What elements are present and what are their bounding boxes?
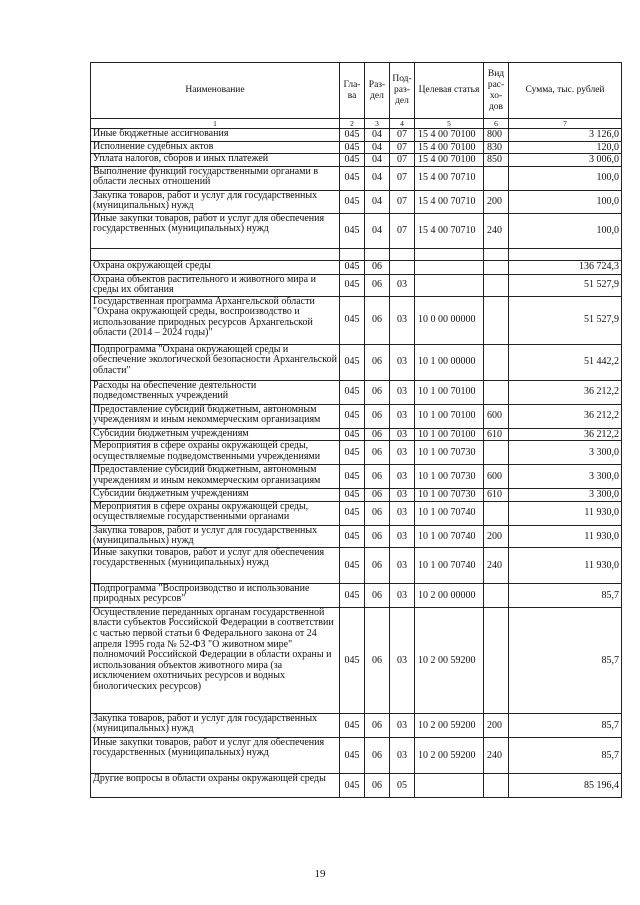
row-section: 06 [365,547,390,583]
row-subsection: 03 [390,428,415,441]
row-target-code: 10 1 00 70730 [415,489,484,502]
row-name: Расходы на обеспечение деятельности подведомственных учреждений [91,380,340,404]
row-sum: 11 930,0 [509,501,622,525]
row-chapter: 045 [340,547,365,583]
row-target-code: 15 4 00 70100 [415,129,484,142]
row-expense-kind: 830 [484,141,509,154]
row-target-code: 10 1 00 70100 [415,428,484,441]
row-chapter: 045 [340,274,365,296]
row-section: 06 [365,465,390,489]
row-chapter [340,248,365,260]
row-section: 06 [365,583,390,607]
row-sum: 3 300,0 [509,489,622,502]
row-subsection: 07 [390,154,415,167]
row-name: Предоставление субсидий бюджетным, автономным учреждениям и иным некоммерческим организациям [91,465,340,489]
row-sum: 11 930,0 [509,547,622,583]
row-name: Закупка товаров, работ и услуг для государственных (муниципальных) нужд [91,525,340,547]
row-expense-kind: 600 [484,465,509,489]
row-chapter: 045 [340,190,365,213]
row-section: 06 [365,713,390,737]
row-expense-kind: 850 [484,154,509,167]
table-row [91,154,622,167]
row-target-code [415,260,484,274]
table-row [91,773,622,797]
row-name: Уплата налогов, сборов и иных платежей [91,154,340,167]
row-expense-kind: 240 [484,213,509,248]
row-subsection: 07 [390,190,415,213]
row-target-code: 10 1 00 70100 [415,404,484,428]
row-name: Иные закупки товаров, работ и услуг для обеспечения государственных (муниципальных) нужд [91,213,340,248]
header-target: Целевая статья [415,63,484,119]
row-subsection: 05 [390,773,415,797]
row-chapter: 045 [340,465,365,489]
row-section: 06 [365,404,390,428]
row-subsection: 03 [390,465,415,489]
row-name: Государственная программа Архангельской области "Охрана окружающей среды, воспроизводство и использование природных ресурсов Архангельской области (2014 – 2024 годы)" [91,296,340,344]
row-sum: 36 212,2 [509,380,622,404]
row-section: 04 [365,213,390,248]
row-target-code: 10 1 00 70740 [415,501,484,525]
row-section: 04 [365,166,390,190]
row-chapter: 045 [340,260,365,274]
row-target-code [415,248,484,260]
row-subsection: 07 [390,166,415,190]
row-chapter: 045 [340,380,365,404]
row-subsection: 03 [390,441,415,465]
row-section: 06 [365,380,390,404]
row-chapter: 045 [340,489,365,502]
table-row [91,190,622,213]
row-section: 04 [365,154,390,167]
row-name: Охрана объектов растительного и животного мира и среды их обитания [91,274,340,296]
row-name: Охрана окружающей среды [91,260,340,274]
row-expense-kind: 200 [484,190,509,213]
table-row [91,344,622,380]
row-expense-kind [484,248,509,260]
row-section: 04 [365,190,390,213]
row-section: 06 [365,296,390,344]
row-sum: 85,7 [509,583,622,607]
row-name: Иные бюджетные ассигнования [91,129,340,142]
table-row [91,441,622,465]
row-chapter: 045 [340,428,365,441]
row-chapter: 045 [340,129,365,142]
row-subsection: 03 [390,344,415,380]
row-section: 04 [365,141,390,154]
row-expense-kind [484,166,509,190]
table-row [91,213,622,248]
header-section: Раз-дел [365,63,390,119]
header-sum: Сумма, тыс. рублей [509,63,622,119]
row-target-code: 10 1 00 70730 [415,465,484,489]
table-row [91,296,622,344]
row-target-code: 10 2 00 59200 [415,713,484,737]
row-subsection: 03 [390,547,415,583]
row-section: 06 [365,525,390,547]
row-sum: 85,7 [509,607,622,713]
row-sum: 36 212,2 [509,428,622,441]
header-row [91,63,622,119]
row-name: Предоставление субсидий бюджетным, автономным учреждениям и иным некоммерческим организациям [91,404,340,428]
row-chapter: 045 [340,583,365,607]
row-sum: 100,0 [509,190,622,213]
row-sum: 36 212,2 [509,404,622,428]
row-sum: 100,0 [509,166,622,190]
row-subsection: 07 [390,129,415,142]
row-sum: 136 724,3 [509,260,622,274]
row-target-code: 10 2 00 59200 [415,737,484,773]
column-number: 5 [415,119,484,129]
row-section: 06 [365,489,390,502]
row-subsection: 03 [390,501,415,525]
row-expense-kind: 610 [484,428,509,441]
row-subsection: 03 [390,525,415,547]
row-subsection: 07 [390,141,415,154]
row-target-code: 15 4 00 70710 [415,190,484,213]
row-sum: 51 527,9 [509,296,622,344]
column-number-row [91,119,622,129]
row-subsection: 07 [390,213,415,248]
row-sum: 85 196,4 [509,773,622,797]
header-subsection: Под-раз-дел [390,63,415,119]
row-expense-kind [484,260,509,274]
row-chapter: 045 [340,737,365,773]
table-row [91,489,622,502]
row-target-code: 15 4 00 70100 [415,154,484,167]
row-expense-kind: 240 [484,737,509,773]
row-sum: 85,7 [509,737,622,773]
row-section: 06 [365,737,390,773]
table-row [91,141,622,154]
row-expense-kind [484,344,509,380]
row-expense-kind [484,274,509,296]
header-chapter: Гла-ва [340,63,365,119]
page-number: 19 [314,868,326,880]
table-row [91,166,622,190]
row-subsection: 03 [390,737,415,773]
row-expense-kind [484,380,509,404]
row-chapter: 045 [340,773,365,797]
row-chapter: 045 [340,607,365,713]
row-name: Субсидии бюджетным учреждениям [91,489,340,502]
row-section [365,248,390,260]
row-target-code [415,274,484,296]
row-sum: 3 300,0 [509,465,622,489]
row-sum: 3 006,0 [509,154,622,167]
row-chapter: 045 [340,501,365,525]
row-name: Иные закупки товаров, работ и услуг для обеспечения государственных (муниципальных) нужд [91,547,340,583]
row-expense-kind [484,583,509,607]
row-target-code: 10 1 00 70730 [415,441,484,465]
row-chapter: 045 [340,525,365,547]
row-name: Закупка товаров, работ и услуг для государственных (муниципальных) нужд [91,190,340,213]
row-name: Подпрограмма "Воспроизводство и использование природных ресурсов" [91,583,340,607]
row-target-code: 10 0 00 00000 [415,296,484,344]
row-sum: 51 442,2 [509,344,622,380]
row-subsection [390,248,415,260]
budget-table [90,62,622,798]
row-sum: 3 126,0 [509,129,622,142]
table-row [91,501,622,525]
row-subsection: 03 [390,274,415,296]
row-expense-kind: 240 [484,547,509,583]
budget-table-container [90,62,621,798]
row-name: Другие вопросы в области охраны окружающей среды [91,773,340,797]
row-name: Закупка товаров, работ и услуг для государственных (муниципальных) нужд [91,713,340,737]
row-section: 06 [365,344,390,380]
table-row [91,713,622,737]
row-expense-kind: 610 [484,489,509,502]
table-row [91,274,622,296]
row-section: 06 [365,428,390,441]
row-name: Исполнение судебных актов [91,141,340,154]
row-target-code: 10 2 00 59200 [415,607,484,713]
row-target-code: 10 1 00 70740 [415,525,484,547]
column-number: 4 [390,119,415,129]
row-subsection [390,260,415,274]
row-target-code [415,773,484,797]
row-subsection: 03 [390,380,415,404]
header-name: Наименование [91,63,340,119]
row-expense-kind [484,441,509,465]
row-sum [509,248,622,260]
table-row [91,129,622,142]
row-name: Субсидии бюджетным учреждениям [91,428,340,441]
column-number: 1 [91,119,340,129]
table-row [91,260,622,274]
row-chapter: 045 [340,713,365,737]
row-subsection: 03 [390,404,415,428]
row-sum: 100,0 [509,213,622,248]
row-sum: 51 527,9 [509,274,622,296]
row-target-code: 10 2 00 00000 [415,583,484,607]
row-target-code: 15 4 00 70710 [415,166,484,190]
table-row [91,607,622,713]
row-name: Выполнение функций государственными органами в области лесных отношений [91,166,340,190]
table-row [91,525,622,547]
row-subsection: 03 [390,713,415,737]
row-target-code: 15 4 00 70710 [415,213,484,248]
row-section: 06 [365,274,390,296]
column-number: 2 [340,119,365,129]
row-chapter: 045 [340,154,365,167]
row-subsection: 03 [390,583,415,607]
row-chapter: 045 [340,141,365,154]
row-section: 06 [365,260,390,274]
row-chapter: 045 [340,404,365,428]
row-expense-kind: 200 [484,713,509,737]
row-name: Мероприятия в сфере охраны окружающей среды, осуществляемые подведомственными учреждениями [91,441,340,465]
row-expense-kind: 600 [484,404,509,428]
row-target-code: 10 1 00 00000 [415,344,484,380]
row-chapter: 045 [340,296,365,344]
table-body [91,129,622,798]
row-name [91,248,340,260]
row-expense-kind [484,607,509,713]
table-row [91,465,622,489]
row-target-code: 15 4 00 70100 [415,141,484,154]
row-chapter: 045 [340,441,365,465]
row-expense-kind [484,296,509,344]
row-name: Подпрограмма "Охрана окружающей среды и обеспечение экологической безопасности Архангельской области" [91,344,340,380]
table-row [91,248,622,260]
row-sum: 120,0 [509,141,622,154]
row-name: Мероприятия в сфере охраны окружающей среды, осуществляемые государственными органами [91,501,340,525]
table-row [91,737,622,773]
table-row [91,404,622,428]
row-section: 06 [365,501,390,525]
row-sum: 85,7 [509,713,622,737]
row-name: Осуществление переданных органам государственной власти субъектов Российской Федерации в соответствии с частью первой статьи 6 Федерального закона от 24 апреля 1995 года № 52-ФЗ "О животном мире" полномочий Российской Федерации в области охраны и использования объектов животного мира (за исключением охотничьих ресурсов и водных биологических ресурсов) [91,607,340,713]
header-kind: Вид рас-хо-дов [484,63,509,119]
row-section: 06 [365,441,390,465]
table-row [91,428,622,441]
row-chapter: 045 [340,344,365,380]
row-section: 04 [365,129,390,142]
row-section: 06 [365,773,390,797]
row-expense-kind: 800 [484,129,509,142]
column-number: 6 [484,119,509,129]
column-number: 7 [509,119,622,129]
row-expense-kind: 200 [484,525,509,547]
row-subsection: 03 [390,607,415,713]
row-target-code: 10 1 00 70740 [415,547,484,583]
row-target-code: 10 1 00 70100 [415,380,484,404]
table-row [91,380,622,404]
row-sum: 3 300,0 [509,441,622,465]
row-chapter: 045 [340,213,365,248]
row-expense-kind [484,501,509,525]
row-sum: 11 930,0 [509,525,622,547]
row-subsection: 03 [390,296,415,344]
row-section: 06 [365,607,390,713]
row-expense-kind [484,773,509,797]
row-name: Иные закупки товаров, работ и услуг для обеспечения государственных (муниципальных) нужд [91,737,340,773]
row-chapter: 045 [340,166,365,190]
table-row [91,547,622,583]
table-row [91,583,622,607]
row-subsection: 03 [390,489,415,502]
column-number: 3 [365,119,390,129]
